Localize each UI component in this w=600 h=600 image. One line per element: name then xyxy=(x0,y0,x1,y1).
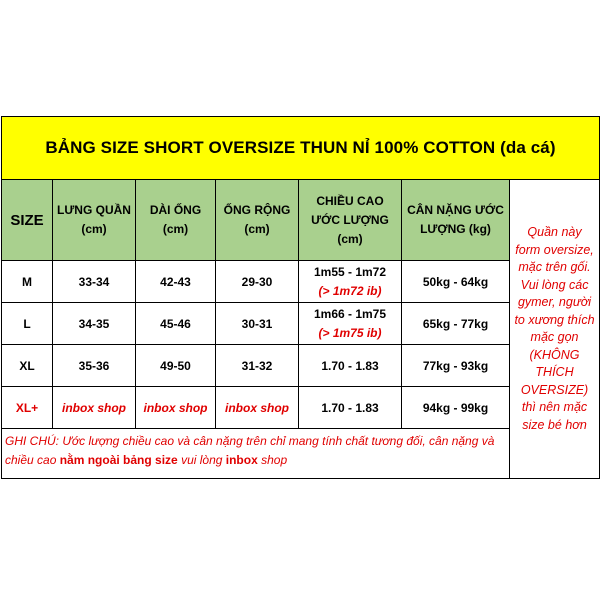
bottom-note-bold-2: inbox xyxy=(225,453,258,467)
row-m-height xyxy=(299,261,402,303)
bottom-note-text-1: GHI CHÚ: Ước lượng chiều cao và cân nặng trên chỉ mang tính chất tương đối, cân nặng và chiều cao xyxy=(5,434,495,467)
row-m-waist: 33-34 xyxy=(53,261,136,303)
header-height xyxy=(299,180,402,261)
row-l-height xyxy=(299,303,402,345)
row-l-height-note: (> 1m75 ib) xyxy=(318,325,382,340)
row-xl-size: XL xyxy=(2,345,53,387)
row-m-height-value: 1m55 - 1m72 xyxy=(313,264,387,279)
header-leg-unit: (cm) xyxy=(244,222,270,236)
header-leg xyxy=(216,180,299,261)
row-l-waist: 34-35 xyxy=(53,303,136,345)
row-m-length: 42-43 xyxy=(136,261,216,303)
header-size: SIZE xyxy=(2,180,53,261)
row-xl-leg: 31-32 xyxy=(216,345,299,387)
header-waist-label: LƯNG QUẦN xyxy=(57,203,131,217)
row-m-height-note: (> 1m72 ib) xyxy=(318,283,382,298)
size-table xyxy=(1,116,600,479)
side-note: Quần này form oversize, mặc trên gối. Vui lòng các gymer, người to xương thích mặc gọn (KHÔNG THÍCH OVERSIZE) thì nên mặc size bé hơn xyxy=(510,180,600,479)
header-height-label: CHIỀU CAO xyxy=(316,193,384,208)
header-waist-unit: (cm) xyxy=(81,222,107,236)
header-length-label: DÀI ỐNG xyxy=(149,203,202,217)
bottom-note xyxy=(2,429,510,479)
bottom-note-text-2: vui lòng xyxy=(177,453,226,467)
row-xlplus-waist: inbox shop xyxy=(53,387,136,429)
header-weight xyxy=(402,180,510,261)
header-weight-label: CÂN NẶNG ƯỚC xyxy=(407,203,504,217)
row-m-leg: 29-30 xyxy=(216,261,299,303)
row-l-length: 45-46 xyxy=(136,303,216,345)
row-xl-length: 49-50 xyxy=(136,345,216,387)
header-waist xyxy=(53,180,136,261)
header-weight-label-2: LƯỢNG (kg) xyxy=(420,222,491,236)
row-l-height-value: 1m66 - 1m75 xyxy=(313,306,387,321)
row-l-leg: 30-31 xyxy=(216,303,299,345)
row-m-weight: 50kg - 64kg xyxy=(402,261,510,303)
row-xlplus-size: XL+ xyxy=(2,387,53,429)
row-xl-waist: 35-36 xyxy=(53,345,136,387)
bottom-note-bold-1: nằm ngoài bảng size xyxy=(59,453,178,467)
bottom-note-text-3: shop xyxy=(257,453,288,467)
header-height-unit: (cm) xyxy=(337,231,363,246)
header-length xyxy=(136,180,216,261)
size-chart xyxy=(0,116,600,484)
row-l-weight: 65kg - 77kg xyxy=(402,303,510,345)
row-xlplus-weight: 94kg - 99kg xyxy=(402,387,510,429)
row-xlplus-leg: inbox shop xyxy=(216,387,299,429)
row-xlplus-height: 1.70 - 1.83 xyxy=(299,387,402,429)
header-leg-label: ỐNG RỘNG xyxy=(223,203,291,217)
header-length-unit: (cm) xyxy=(162,222,189,236)
header-height-label-2: ƯỚC LƯỢNG xyxy=(311,212,389,227)
row-xl-weight: 77kg - 93kg xyxy=(402,345,510,387)
row-l-size: L xyxy=(2,303,53,345)
row-xl-height: 1.70 - 1.83 xyxy=(299,345,402,387)
row-m-size: M xyxy=(2,261,53,303)
chart-title: BẢNG SIZE SHORT OVERSIZE THUN NỈ 100% COTTON (da cá) xyxy=(2,117,600,180)
row-xlplus-length: inbox shop xyxy=(136,387,216,429)
